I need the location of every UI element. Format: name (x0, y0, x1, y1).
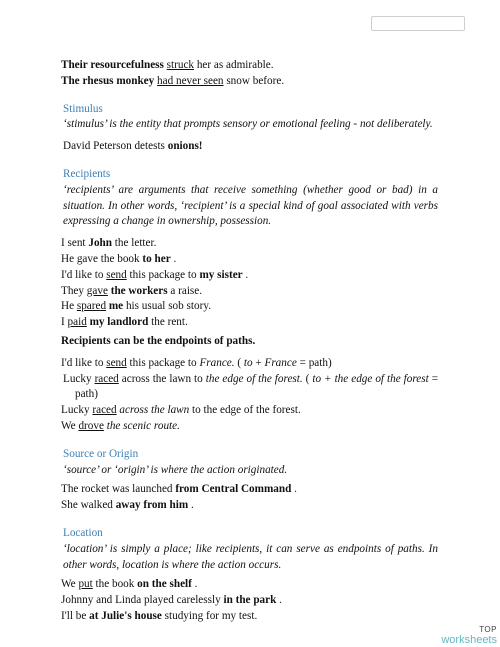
text: the letter. (111, 237, 157, 250)
text: We (61, 419, 79, 432)
text: across the lawn to (118, 372, 206, 385)
stimulus-word: onions! (167, 140, 203, 153)
verb: raced (92, 404, 117, 417)
verb: send (106, 356, 127, 369)
text: = path) (296, 356, 332, 369)
text: ( (302, 372, 313, 385)
verb: paid (67, 316, 87, 329)
location-example-3 (61, 609, 438, 625)
text: Lucky (63, 372, 95, 385)
subject: Their resourcefulness (61, 59, 164, 71)
verb: put (78, 578, 93, 591)
recipient: my landlord (89, 316, 149, 329)
source-definition: ‘source’ or ‘origin’ is where the action originated. (63, 463, 288, 476)
text: studying for my test. (161, 609, 258, 622)
text: to the edge of the forest. (189, 404, 301, 417)
location-heading: Location (63, 526, 103, 539)
verb: had never seen (157, 74, 224, 87)
intro-sentence-2 (61, 74, 438, 90)
location-definition: ‘location’ is simply a place; like recipients, it can serve as endpoints of paths. In other words, location is where the action occurs. (63, 542, 438, 571)
recipient-example-1 (61, 236, 438, 252)
text: We (61, 578, 79, 591)
location: on the shelf (137, 578, 192, 591)
subject: The rhesus monkey (61, 74, 155, 87)
source-example-2 (61, 498, 438, 514)
text: They (61, 284, 87, 297)
paths-title (61, 334, 438, 350)
location-example-2 (61, 593, 438, 609)
worksheet-page (61, 58, 438, 625)
recipients-heading: Recipients (63, 167, 111, 180)
text: . (276, 594, 282, 607)
text: The rocket was launched (61, 483, 176, 496)
text: ( (234, 356, 244, 369)
text: to + the edge of the forest (312, 372, 429, 385)
stimulus-heading: Stimulus (63, 102, 103, 115)
source-heading: Source or Origin (63, 447, 139, 460)
text: a raise. (167, 284, 203, 297)
path: across the lawn (119, 404, 190, 417)
text: I'd like to (61, 356, 107, 369)
verb: spared (76, 300, 107, 313)
stimulus-example (61, 139, 438, 155)
location: at Julie's house (89, 609, 162, 622)
recipients-definition: ‘recipients’ are arguments that receive something (whether good or bad) in a situation. In other words, ‘recipient’ is a special kind of goal associated with verbs expressing a change in ownership, possession. (63, 183, 438, 228)
text: He (61, 300, 77, 313)
verb: send (106, 268, 127, 281)
text: her as admirable. (194, 59, 274, 71)
text: . (291, 483, 297, 496)
text: the rent. (148, 316, 188, 329)
recipient: my sister (199, 268, 243, 281)
text: I'll be (61, 609, 90, 622)
verb: struck (166, 59, 195, 71)
path-example-3 (61, 403, 438, 419)
recipient: to her (142, 252, 171, 265)
text: snow before. (223, 74, 285, 87)
path-endpoint: the edge of the forest. (205, 372, 303, 385)
text: I'd like to (61, 268, 107, 281)
source: away from him (115, 499, 189, 512)
search-box[interactable] (371, 16, 465, 31)
text: I (61, 316, 68, 329)
recipient: the workers (110, 284, 168, 297)
text: . (170, 252, 177, 265)
paths-title-text: Recipients can be the endpoints of paths. (61, 334, 256, 347)
location-example-1 (61, 577, 438, 593)
path-example-4 (61, 419, 438, 435)
path-example-2 (61, 372, 438, 404)
intro-sentence-1 (61, 58, 438, 74)
recipient: me (108, 300, 124, 313)
recipient-example-2 (61, 252, 438, 268)
text: the book (92, 578, 138, 591)
recipient-example-6 (61, 315, 438, 331)
recipient-example-3 (61, 268, 438, 284)
text: He gave the book (61, 252, 143, 265)
text: this package to (126, 356, 200, 369)
logo-top-text: TOP (479, 625, 497, 634)
topworksheets-logo (437, 624, 497, 646)
text: I sent (61, 237, 89, 250)
text: . (242, 268, 249, 281)
text: his usual sob story. (123, 300, 211, 313)
text: Johnny and Linda played carelessly (61, 594, 224, 607)
text: France (264, 356, 297, 369)
recipient-example-4 (61, 284, 438, 300)
source: from Central Command (175, 483, 292, 496)
verb: drove (78, 419, 104, 432)
text: . (191, 578, 198, 591)
path: the scenic route. (106, 419, 180, 432)
source-example-1 (61, 482, 438, 498)
location: in the park (223, 594, 277, 607)
verb: raced (94, 372, 119, 385)
path-example-1 (61, 356, 438, 372)
verb: gave (86, 284, 108, 297)
path-endpoint: France. (199, 356, 235, 369)
text: David Peterson detests (63, 140, 168, 153)
text: this package to (126, 268, 200, 281)
text: . (188, 499, 194, 512)
text: to (243, 356, 253, 369)
recipient: John (88, 237, 112, 250)
recipient-example-5 (61, 299, 438, 315)
stimulus-definition: ‘stimulus’ is the entity that prompts sensory or emotional feeling - not deliberately. (63, 118, 433, 131)
logo-bottom-text: worksheets (441, 634, 497, 646)
text: + (252, 356, 265, 369)
text: = path) (75, 372, 439, 401)
text: She walked (61, 499, 116, 512)
text: Lucky (61, 404, 93, 417)
